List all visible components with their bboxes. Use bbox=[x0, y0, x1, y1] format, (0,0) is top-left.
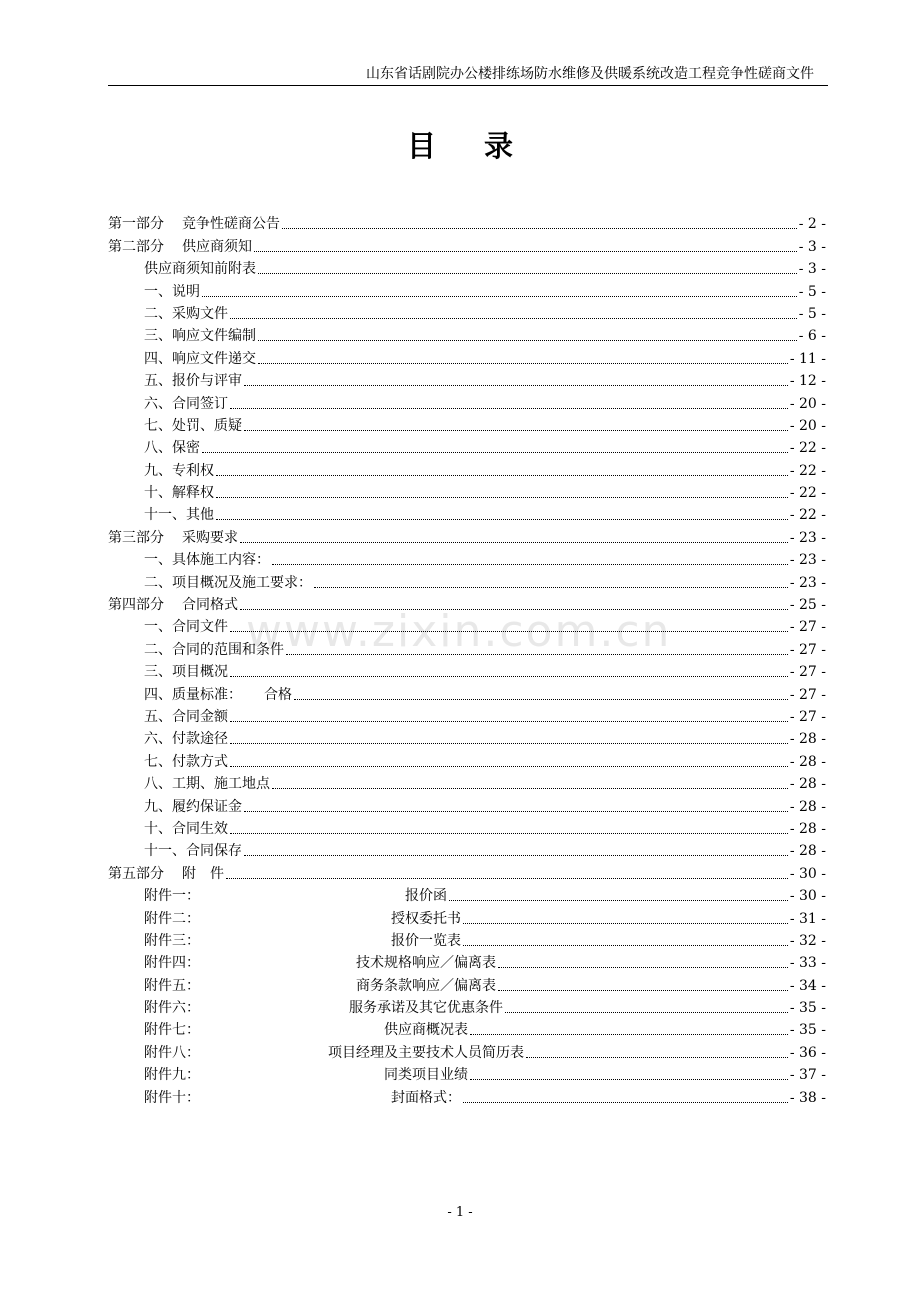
toc-entry-page: - 27 - bbox=[789, 686, 826, 703]
toc-leader-dots bbox=[216, 497, 788, 498]
toc-entry-text: 十、解释权 bbox=[144, 485, 214, 502]
toc-entry-title bbox=[144, 887, 447, 906]
toc-entry[interactable] bbox=[108, 749, 826, 771]
toc-entry-title bbox=[144, 395, 228, 414]
toc-entry-page: - 28 - bbox=[789, 731, 826, 748]
toc-entry-page: - 28 - bbox=[789, 843, 826, 860]
toc-entry-title bbox=[108, 238, 252, 257]
toc-leader-dots bbox=[230, 631, 788, 632]
toc-entry-page: - 22 - bbox=[789, 485, 826, 502]
toc-entry-title bbox=[144, 730, 228, 749]
toc-entry-text: 五、报价与评审 bbox=[144, 373, 242, 390]
toc-entry-text: 三、响应文件编制 bbox=[144, 328, 256, 345]
toc-leader-dots bbox=[230, 721, 788, 722]
toc-leader-dots bbox=[463, 1102, 788, 1103]
toc-entry[interactable] bbox=[108, 324, 826, 346]
toc-entry-page: - 23 - bbox=[789, 574, 826, 591]
toc-entry-page: - 22 - bbox=[789, 440, 826, 457]
toc-entry-title bbox=[144, 283, 200, 302]
toc-leader-dots bbox=[216, 475, 788, 476]
toc-entry[interactable] bbox=[108, 794, 826, 816]
toc-entry-label: 第一部分 bbox=[108, 216, 164, 233]
toc-entry-label: 附件一： bbox=[144, 888, 200, 905]
toc-leader-dots bbox=[202, 452, 788, 453]
toc-entry-page: - 3 - bbox=[798, 261, 826, 278]
toc-entry-title bbox=[144, 999, 503, 1018]
toc-entry[interactable] bbox=[108, 346, 826, 368]
toc-entry-text: 七、处罚、质疑 bbox=[144, 417, 242, 434]
toc-entry-page: - 6 - bbox=[798, 328, 826, 345]
toc-entry-text: 五、合同金额 bbox=[144, 708, 228, 725]
toc-entry-page: - 12 - bbox=[789, 373, 826, 390]
toc-entry-page: - 2 - bbox=[798, 216, 826, 233]
toc-leader-dots bbox=[258, 363, 788, 364]
toc-entry-text: 六、付款途径 bbox=[144, 731, 228, 748]
toc-entry-page: - 23 - bbox=[789, 552, 826, 569]
toc-entry-text: 供应商概况表 bbox=[384, 1022, 468, 1039]
toc-entry[interactable] bbox=[108, 414, 826, 436]
toc-entry-label: 附件十： bbox=[144, 1089, 200, 1106]
toc-entry[interactable] bbox=[108, 481, 826, 503]
toc-entry[interactable] bbox=[108, 234, 826, 256]
toc-entry-label: 附件四： bbox=[144, 955, 200, 972]
toc-entry-label: 四、质量标准： bbox=[144, 686, 242, 703]
toc-leader-dots bbox=[244, 385, 788, 386]
toc-entry-page: - 22 - bbox=[789, 462, 826, 479]
toc-entry-page: - 20 - bbox=[789, 395, 826, 412]
toc-entry-title bbox=[144, 1044, 524, 1063]
toc-entry-title bbox=[144, 708, 228, 727]
toc-entry-title bbox=[144, 574, 312, 593]
toc-entry-label: 第三部分 bbox=[108, 529, 164, 546]
toc-entry[interactable] bbox=[108, 705, 826, 727]
toc-entry-page: - 11 - bbox=[789, 350, 826, 367]
toc-entry[interactable] bbox=[108, 436, 826, 458]
toc-entry-text: 项目经理及主要技术人员简历表 bbox=[328, 1044, 524, 1061]
toc-entry[interactable] bbox=[108, 279, 826, 301]
toc-entry-page: - 27 - bbox=[789, 641, 826, 658]
toc-entry-text: 授权委托书 bbox=[391, 910, 461, 927]
toc-entry-page: - 28 - bbox=[789, 753, 826, 770]
toc-leader-dots bbox=[463, 923, 788, 924]
toc-entry[interactable] bbox=[108, 637, 826, 659]
page-title: 目录 bbox=[406, 129, 561, 163]
toc-entry-page: - 5 - bbox=[798, 305, 826, 322]
toc-entry-label: 附件三： bbox=[144, 932, 200, 949]
toc-leader-dots bbox=[258, 273, 797, 274]
toc-entry-text: 合格 bbox=[264, 686, 292, 703]
toc-leader-dots bbox=[498, 967, 788, 968]
toc-entry[interactable] bbox=[108, 727, 826, 749]
toc-leader-dots bbox=[230, 676, 788, 677]
toc-entry-text: 封面格式： bbox=[391, 1089, 461, 1106]
toc-leader-dots bbox=[526, 1057, 788, 1058]
toc-entry-title bbox=[144, 1021, 468, 1040]
toc-entry-label: 附件七： bbox=[144, 1022, 200, 1039]
toc-entry-label: 第五部分 bbox=[108, 865, 164, 882]
toc-entry[interactable] bbox=[108, 1040, 826, 1062]
toc-entry[interactable] bbox=[108, 369, 826, 391]
toc-entry-title bbox=[144, 618, 228, 637]
toc-entry[interactable] bbox=[108, 839, 826, 861]
toc-entry-text: 附 件 bbox=[182, 865, 224, 882]
toc-leader-dots bbox=[294, 699, 788, 700]
toc-entry-page: - 35 - bbox=[789, 1000, 826, 1017]
toc-entry-title bbox=[144, 1089, 461, 1108]
toc-entry-title bbox=[144, 260, 256, 279]
toc-entry[interactable] bbox=[108, 1063, 826, 1085]
toc-leader-dots bbox=[470, 1079, 788, 1080]
toc-entry-title bbox=[144, 910, 461, 929]
toc-leader-dots bbox=[254, 251, 797, 252]
toc-leader-dots bbox=[216, 519, 788, 520]
toc-entry-text: 一、说明 bbox=[144, 283, 200, 300]
toc-entry-label: 第二部分 bbox=[108, 238, 164, 255]
toc-leader-dots bbox=[470, 1034, 788, 1035]
toc-entry-title bbox=[144, 372, 242, 391]
toc-entry-title bbox=[144, 820, 228, 839]
toc-entry-title bbox=[108, 529, 238, 548]
toc-leader-dots bbox=[244, 430, 788, 431]
toc-leader-dots bbox=[230, 318, 797, 319]
toc-entry-title bbox=[144, 663, 228, 682]
toc-entry-page: - 23 - bbox=[789, 529, 826, 546]
toc-entry-page: - 27 - bbox=[789, 619, 826, 636]
toc-entry-text: 八、保密 bbox=[144, 440, 200, 457]
toc-leader-dots bbox=[258, 340, 797, 341]
toc-entry-page: - 5 - bbox=[798, 283, 826, 300]
toc-entry-title bbox=[144, 305, 228, 324]
toc-entry[interactable] bbox=[108, 660, 826, 682]
toc-entry-text: 七、付款方式 bbox=[144, 753, 228, 770]
toc-entry[interactable] bbox=[108, 458, 826, 480]
toc-entry[interactable] bbox=[108, 525, 826, 547]
toc-entry-title bbox=[144, 753, 228, 772]
toc-entry-text: 九、专利权 bbox=[144, 462, 214, 479]
toc-entry-page: - 32 - bbox=[789, 932, 826, 949]
toc-entry-page: - 22 - bbox=[789, 507, 826, 524]
toc-entry-text: 二、采购文件 bbox=[144, 305, 228, 322]
toc-entry-label: 附件六： bbox=[144, 1000, 200, 1017]
toc-entry-title bbox=[144, 775, 270, 794]
toc-entry[interactable] bbox=[108, 1018, 826, 1040]
toc-leader-dots bbox=[244, 811, 788, 812]
toc-entry[interactable] bbox=[108, 1085, 826, 1107]
toc-entry-page: - 30 - bbox=[789, 865, 826, 882]
toc-entry-title bbox=[144, 842, 242, 861]
toc-entry-page: - 27 - bbox=[789, 708, 826, 725]
toc-leader-dots bbox=[230, 766, 788, 767]
toc-entry-title bbox=[144, 551, 270, 570]
toc-entry-title bbox=[144, 327, 256, 346]
toc-entry-page: - 35 - bbox=[789, 1022, 826, 1039]
toc-entry-text: 六、合同签订 bbox=[144, 395, 228, 412]
toc-entry-title bbox=[144, 350, 256, 369]
toc-entry-text: 十、合同生效 bbox=[144, 820, 228, 837]
toc-entry-text: 合同格式 bbox=[182, 597, 238, 614]
toc-entry[interactable] bbox=[108, 212, 826, 234]
toc-leader-dots bbox=[202, 296, 797, 297]
toc-entry-text: 竞争性磋商公告 bbox=[182, 216, 280, 233]
toc-entry-text: 报价函 bbox=[405, 888, 447, 905]
toc-entry[interactable] bbox=[108, 548, 826, 570]
toc-leader-dots bbox=[282, 228, 797, 229]
toc-entry[interactable] bbox=[108, 996, 826, 1018]
toc-entry-label: 附件五： bbox=[144, 977, 200, 994]
toc-entry-title bbox=[144, 484, 214, 503]
toc-leader-dots bbox=[463, 945, 788, 946]
toc-entry[interactable] bbox=[108, 929, 826, 951]
toc-entry-label: 附件九： bbox=[144, 1067, 200, 1084]
toc-leader-dots bbox=[230, 833, 788, 834]
toc-entry-page: - 38 - bbox=[789, 1089, 826, 1106]
toc-entry[interactable] bbox=[108, 973, 826, 995]
toc-entry-page: - 28 - bbox=[789, 798, 826, 815]
toc-entry[interactable] bbox=[108, 817, 826, 839]
toc-entry[interactable] bbox=[108, 593, 826, 615]
toc-entry-page: - 37 - bbox=[789, 1067, 826, 1084]
toc-leader-dots bbox=[286, 654, 788, 655]
toc-entry-text: 十一、合同保存 bbox=[144, 843, 242, 860]
toc-entry-title bbox=[144, 932, 461, 951]
toc-entry-page: - 31 - bbox=[789, 910, 826, 927]
toc-leader-dots bbox=[226, 878, 788, 879]
toc-entry-text: 四、响应文件递交 bbox=[144, 350, 256, 367]
toc-leader-dots bbox=[240, 609, 788, 610]
toc-entry-text: 采购要求 bbox=[182, 529, 238, 546]
toc-entry-text: 商务条款响应／偏离表 bbox=[356, 977, 496, 994]
toc-leader-dots bbox=[314, 587, 788, 588]
toc-entry-text: 供应商须知前附表 bbox=[144, 261, 256, 278]
toc-entry-text: 九、履约保证金 bbox=[144, 798, 242, 815]
toc-entry-page: - 33 - bbox=[789, 955, 826, 972]
toc-entry-text: 八、工期、施工地点 bbox=[144, 776, 270, 793]
toc-entry-title bbox=[144, 439, 200, 458]
header-rule bbox=[108, 85, 828, 86]
toc-leader-dots bbox=[240, 542, 788, 543]
toc-entry-page: - 27 - bbox=[789, 664, 826, 681]
toc-entry-text: 服务承诺及其它优惠条件 bbox=[349, 1000, 503, 1017]
toc-entry-title bbox=[144, 1066, 468, 1085]
toc-leader-dots bbox=[505, 1012, 788, 1013]
toc-entry-title bbox=[144, 954, 496, 973]
toc-entry-page: - 30 - bbox=[789, 888, 826, 905]
toc-entry-page: - 28 - bbox=[789, 820, 826, 837]
toc-entry[interactable] bbox=[108, 951, 826, 973]
toc-leader-dots bbox=[272, 564, 788, 565]
toc-entry[interactable] bbox=[108, 570, 826, 592]
toc-entry-page: - 36 - bbox=[789, 1044, 826, 1061]
toc-entry-title bbox=[144, 462, 214, 481]
toc-entry-text: 十一、其他 bbox=[144, 507, 214, 524]
toc-entry-text: 二、合同的范围和条件 bbox=[144, 641, 284, 658]
toc-entry[interactable] bbox=[108, 302, 826, 324]
toc-entry-page: - 20 - bbox=[789, 417, 826, 434]
page-number: - 1 - bbox=[447, 1205, 473, 1220]
toc-entry-text: 二、项目概况及施工要求： bbox=[144, 574, 312, 591]
toc-entry[interactable] bbox=[108, 503, 826, 525]
toc-entry[interactable] bbox=[108, 906, 826, 928]
toc-entry-title bbox=[144, 686, 292, 705]
toc-entry[interactable] bbox=[108, 391, 826, 413]
watermark: www.zixin.com.cn bbox=[246, 606, 672, 657]
toc-entry-title bbox=[144, 977, 496, 996]
toc-entry[interactable] bbox=[108, 772, 826, 794]
toc-leader-dots bbox=[449, 900, 788, 901]
toc-entry[interactable] bbox=[108, 884, 826, 906]
toc-entry-page: - 34 - bbox=[789, 977, 826, 994]
toc-entry-text: 同类项目业绩 bbox=[384, 1067, 468, 1084]
toc-entry-page: - 25 - bbox=[789, 597, 826, 614]
toc-entry-text: 一、具体施工内容： bbox=[144, 552, 270, 569]
toc-entry-title bbox=[108, 215, 280, 234]
toc-leader-dots bbox=[244, 855, 788, 856]
toc-entry[interactable] bbox=[108, 861, 826, 883]
toc-entry-page: - 28 - bbox=[789, 776, 826, 793]
running-header: 山东省话剧院办公楼排练场防水维修及供暖系统改造工程竞争性磋商文件 bbox=[366, 66, 814, 82]
toc-entry-label: 第四部分 bbox=[108, 597, 164, 614]
toc-entry-text: 一、合同文件 bbox=[144, 619, 228, 636]
toc-entry-text: 技术规格响应／偏离表 bbox=[356, 955, 496, 972]
toc-leader-dots bbox=[272, 788, 788, 789]
toc-entry-title bbox=[144, 641, 284, 660]
table-of-contents bbox=[108, 212, 826, 1108]
toc-entry-text: 报价一览表 bbox=[391, 932, 461, 949]
toc-leader-dots bbox=[230, 408, 788, 409]
toc-entry-title bbox=[108, 865, 224, 884]
toc-entry-title bbox=[144, 417, 242, 436]
toc-entry[interactable] bbox=[108, 615, 826, 637]
toc-entry-title bbox=[108, 596, 238, 615]
toc-entry-text: 供应商须知 bbox=[182, 238, 252, 255]
toc-leader-dots bbox=[498, 990, 788, 991]
toc-entry-label: 附件二： bbox=[144, 910, 200, 927]
toc-entry-label: 附件八： bbox=[144, 1044, 200, 1061]
toc-entry-page: - 3 - bbox=[798, 238, 826, 255]
toc-entry-title bbox=[144, 798, 242, 817]
toc-entry[interactable] bbox=[108, 682, 826, 704]
toc-leader-dots bbox=[230, 743, 788, 744]
toc-entry-title bbox=[144, 506, 214, 525]
toc-entry[interactable] bbox=[108, 257, 826, 279]
toc-entry-text: 三、项目概况 bbox=[144, 664, 228, 681]
